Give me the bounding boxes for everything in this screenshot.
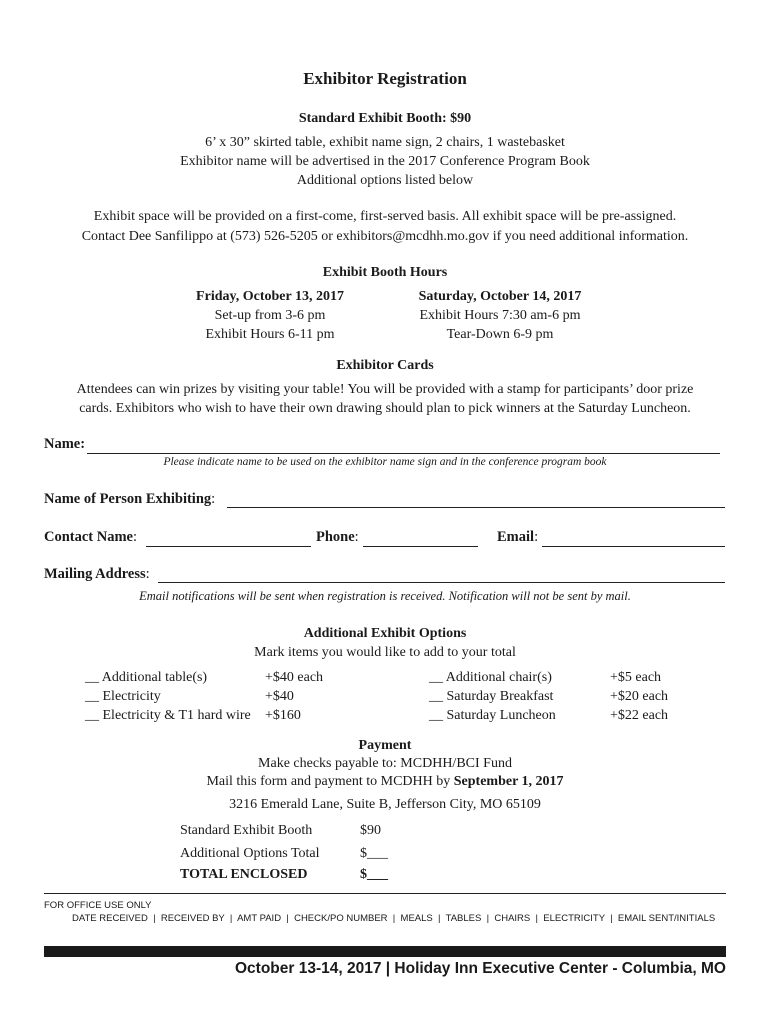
saturday-line-1: Exhibit Hours 7:30 am-6 pm: [419, 308, 581, 323]
option-breakfast[interactable]: [429, 687, 553, 706]
payment-line-2: [0, 772, 770, 791]
contact-label-text: Contact Name: [44, 529, 133, 545]
booth-line-3: Additional options listed below: [296, 173, 474, 188]
person-exhibiting-field[interactable]: [227, 491, 725, 508]
cards-heading: Exhibitor Cards: [336, 358, 434, 373]
option-price: +$20 each: [610, 689, 669, 704]
total-label: Additional Options Total: [180, 846, 320, 861]
option-item: __ Additional chair(s): [429, 670, 552, 685]
option-price: +$40: [265, 689, 294, 704]
booth-line-2: Exhibitor name will be advertised in the 2017 Conference Program Book: [180, 154, 590, 169]
email-field[interactable]: [542, 530, 725, 547]
option-table[interactable]: [85, 668, 207, 687]
contact-name-field[interactable]: [146, 530, 311, 547]
phone-field[interactable]: [363, 530, 478, 547]
option-item: __ Saturday Luncheon: [429, 708, 556, 723]
cards-line-1: Attendees can win prizes by visiting your table! You will be provided with a stamp for participants’ door prize: [76, 382, 694, 397]
total-label: TOTAL ENCLOSED: [180, 867, 308, 882]
friday-line-1: Set-up from 3-6 pm: [214, 308, 326, 323]
office-divider: [44, 893, 726, 894]
standard-booth-heading: Standard Exhibit Booth: $90: [298, 111, 472, 126]
page-title: Exhibitor Registration: [303, 69, 467, 88]
mailing-hint: Email notifications will be sent when registration is received. Notification will not be sent by mail.: [139, 589, 631, 603]
office-heading: FOR OFFICE USE ONLY: [44, 900, 152, 911]
contact-colon: :: [133, 529, 138, 545]
friday-line-2: Exhibit Hours 6-11 pm: [205, 327, 335, 342]
payment-line-1: Make checks payable to: MCDHH/BCI Fund: [258, 756, 512, 771]
option-item: __ Saturday Breakfast: [429, 689, 554, 704]
option-price: +$40 each: [265, 670, 324, 685]
person-label: [44, 491, 215, 508]
name-field[interactable]: [87, 437, 720, 454]
saturday-day: Saturday, October 14, 2017: [418, 289, 582, 304]
email-colon: :: [534, 529, 539, 545]
name-hint: Please indicate name to be used on the exhibitor name sign and in the conference program book: [163, 456, 607, 468]
payment-line-2-text: Mail this form and payment to MCDHH by: [206, 774, 454, 789]
payment-address: 3216 Emerald Lane, Suite B, Jefferson City, MO 65109: [229, 797, 541, 812]
mailing-label-text: Mailing Address: [44, 566, 146, 582]
options-heading: Additional Exhibit Options: [303, 626, 467, 641]
name-label: Name:: [44, 436, 86, 452]
friday-day: Friday, October 13, 2017: [196, 289, 344, 304]
friday-hours: [160, 287, 380, 344]
option-item: __ Additional table(s): [85, 670, 208, 685]
total-value[interactable]: $___: [360, 867, 388, 882]
saturday-line-2: Tear-Down 6-9 pm: [446, 327, 554, 342]
option-chairs[interactable]: [429, 668, 552, 687]
person-label-text: Name of Person Exhibiting: [44, 491, 212, 507]
booth-line-1: 6’ x 30” skirted table, exhibit name sign, 2 chairs, 1 wastebasket: [205, 135, 565, 150]
email-label-text: Email: [497, 529, 535, 545]
option-price: +$5 each: [610, 670, 662, 685]
space-info-line-2: Contact Dee Sanfilippo at (573) 526-5205 or exhibitors@mcdhh.mo.gov if you need additional information.: [81, 229, 689, 244]
option-price: +$22 each: [610, 708, 669, 723]
space-info-line-1: Exhibit space will be provided on a first-come, first-served basis. All exhibit space will be pre-assigned.: [93, 209, 677, 224]
hours-heading: Exhibit Booth Hours: [322, 265, 448, 280]
mailing-colon: :: [145, 566, 150, 582]
total-value: $90: [360, 823, 381, 838]
payment-deadline: September 1, 2017: [453, 774, 564, 789]
option-luncheon[interactable]: [429, 706, 556, 725]
cards-line-2: cards. Exhibitors who wish to have their own drawing should plan to pick winners at the Saturday Luncheon.: [79, 401, 691, 416]
total-value[interactable]: $___: [360, 846, 388, 861]
saturday-hours: [390, 287, 610, 344]
option-item: __ Electricity & T1 hard wire: [85, 708, 251, 723]
option-electricity-t1[interactable]: [85, 706, 251, 725]
phone-colon: :: [354, 529, 359, 545]
mailing-address-field[interactable]: [158, 566, 725, 583]
email-label: [497, 529, 538, 546]
option-electricity[interactable]: [85, 687, 161, 706]
option-item: __ Electricity: [85, 689, 161, 704]
phone-label: [316, 529, 359, 546]
footer-bar: [44, 946, 726, 957]
options-subheading: Mark items you would like to add to your total: [254, 645, 516, 660]
total-label: Standard Exhibit Booth: [180, 823, 313, 838]
contact-label: [44, 529, 137, 546]
phone-label-text: Phone: [316, 529, 355, 545]
mailing-label: [44, 566, 150, 583]
person-colon: :: [211, 491, 216, 507]
office-fields: DATE RECEIVED | RECEIVED BY | AMT PAID | CHECK/PO NUMBER | MEALS | TABLES | CHAIRS | ELECTRICITY | EMAIL SENT/INITIALS: [72, 913, 716, 924]
footer-text: October 13-14, 2017 | Holiday Inn Executive Center - Columbia, MO: [234, 960, 726, 977]
payment-heading: Payment: [358, 738, 412, 753]
option-price: +$160: [265, 708, 301, 723]
